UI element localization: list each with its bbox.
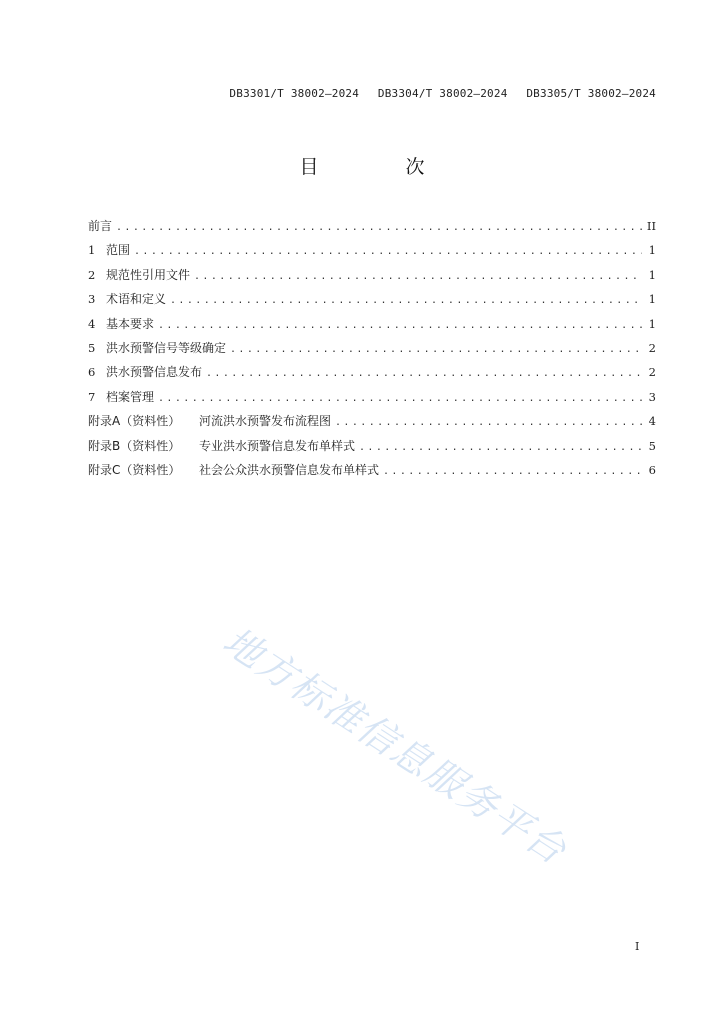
toc-entry-page: 5 (648, 438, 656, 453)
toc-entry-page: 4 (648, 414, 656, 429)
toc-entry-number: 4 (88, 316, 96, 331)
toc-entry-label: 专业洪水预警信息发布单样式 (199, 438, 356, 453)
standard-code-3: DB3305/T 38002—2024 (526, 87, 656, 100)
toc-leader-dots (335, 415, 642, 431)
toc-entry-number: 1 (88, 243, 96, 258)
toc-entry-page: 3 (648, 389, 656, 404)
toc-appendix-a[interactable] (88, 413, 656, 437)
toc-appendix-prefix: 附录B（资料性） (88, 438, 181, 453)
toc-entry-label: 洪水预警信号等级确定 (106, 340, 227, 355)
toc-entry-6[interactable] (88, 364, 656, 388)
toc-entry-number: 5 (88, 340, 96, 355)
toc-leader-dots (170, 293, 642, 309)
toc-entry-page: 2 (648, 340, 656, 355)
toc-entry-label: 社会公众洪水预警信息发布单样式 (199, 462, 380, 477)
toc-appendix-prefix: 附录A（资料性） (88, 414, 181, 429)
toc-entry-label: 洪水预警信息发布 (106, 365, 203, 380)
toc-appendix-prefix: 附录C（资料性） (88, 462, 181, 477)
toc-entry-label: 前言 (88, 219, 113, 233)
table-of-contents (88, 218, 656, 486)
standard-code-1: DB3301/T 38002—2024 (229, 87, 360, 100)
toc-entry-label: 基本要求 (106, 316, 155, 331)
toc-entry-number: 7 (88, 389, 96, 404)
toc-leader-dots (158, 318, 642, 334)
page-number: I (635, 940, 640, 953)
toc-entry-number: 6 (88, 365, 96, 380)
toc-entry-4[interactable] (88, 316, 656, 340)
toc-entry-page: 1 (648, 243, 656, 258)
toc-entry-label: 范围 (106, 243, 131, 258)
toc-entry-5[interactable] (88, 340, 656, 364)
toc-entry-1[interactable] (88, 242, 656, 266)
toc-leader-dots (194, 269, 642, 285)
toc-entry-page: 2 (648, 365, 656, 380)
toc-appendix-c[interactable] (88, 462, 656, 486)
toc-leader-dots (134, 244, 642, 260)
toc-entry-2[interactable] (88, 267, 656, 291)
toc-leader-dots (359, 440, 642, 456)
toc-entry-page: 1 (648, 292, 656, 307)
toc-entry-number: 2 (88, 267, 96, 282)
standard-code-2: DB3304/T 38002—2024 (377, 87, 508, 100)
toc-entry-page: 1 (648, 316, 656, 331)
toc-entry-page: 6 (648, 462, 656, 477)
toc-entry-number: 3 (88, 292, 96, 307)
toc-entry-label: 档案管理 (106, 389, 155, 404)
watermark: 地方标准信息服务平台 (215, 618, 575, 874)
toc-leader-dots (206, 366, 642, 382)
toc-appendix-b[interactable] (88, 438, 656, 462)
toc-leader-dots (158, 391, 642, 407)
toc-entry-label: 规范性引用文件 (106, 267, 191, 282)
toc-leader-dots (383, 464, 642, 480)
page-title: 目 次 (299, 156, 459, 178)
toc-entry-label: 术语和定义 (106, 292, 167, 307)
toc-entry-7[interactable] (88, 389, 656, 413)
toc-entry-page: 1 (648, 267, 656, 282)
toc-entry-label: 河流洪水预警发布流程图 (199, 414, 332, 429)
toc-entry-3[interactable] (88, 291, 656, 315)
toc-entry-foreword[interactable] (88, 218, 656, 242)
toc-entry-page: II (646, 219, 656, 233)
toc-leader-dots (116, 220, 642, 236)
document-header (217, 87, 656, 100)
toc-leader-dots (230, 342, 642, 358)
